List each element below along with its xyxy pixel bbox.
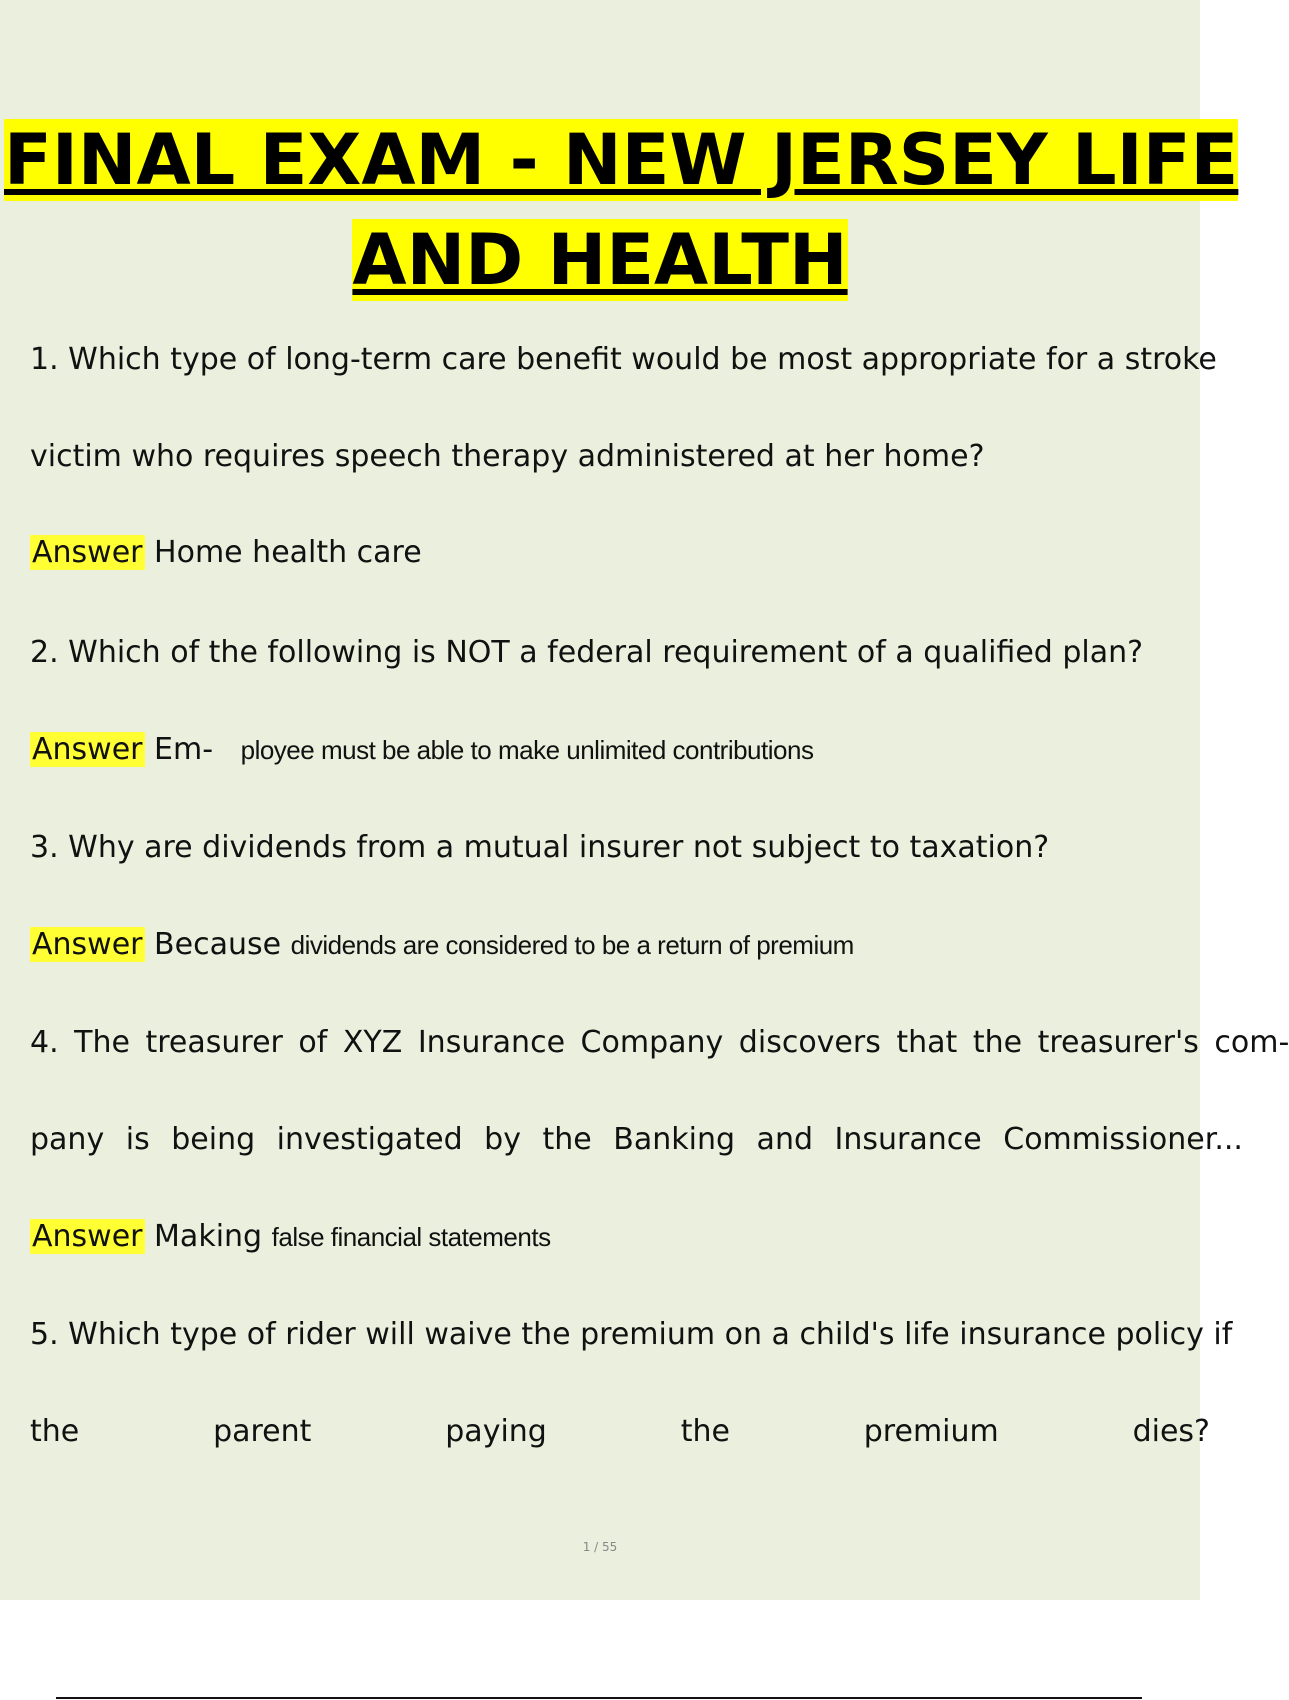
question-5-line-2 [30,1412,1210,1452]
question-5-line-1: 5. Which type of rider will waive the premium on a child's life insurance policy if [30,1317,1233,1352]
title-highlight-2: AND HEALTH [352,219,848,301]
q5-word: the [30,1414,80,1449]
answer-label: Answer [32,732,143,767]
question-4-line-2: pany is being investigated by the Banking and Insurance Commissioner... [30,1122,1243,1157]
q5-word: the [680,1414,730,1449]
question-4-line-1: 4. The treasurer of XYZ Insurance Company discovers that the treasurer's com- [30,1025,1289,1060]
answer-2-lead: Em- [154,732,214,767]
document-title-line-2 [0,215,1200,305]
answer-1-text: Home health care [154,535,422,570]
page-number: 1 / 55 [582,1540,618,1554]
answer-1 [30,533,422,573]
answer-4 [30,1217,551,1257]
answer-3-lead: Because [154,927,282,962]
q5-word: dies? [1132,1414,1210,1449]
question-1-line-2: victim who requires speech therapy administered at her home? [30,439,985,474]
q5-word: parent [213,1414,312,1449]
answer-4-rest: false financial statements [271,1222,551,1252]
answer-3 [30,925,854,965]
next-page-rule [56,1697,1142,1699]
question-3-line-1: 3. Why are dividends from a mutual insurer not subject to taxation? [30,830,1050,865]
answer-label: Answer [32,1219,143,1254]
document-title-line-1 [4,115,1239,205]
question-2-line-1: 2. Which of the following is NOT a federal requirement of a qualified plan? [30,635,1144,670]
answer-label: Answer [32,927,143,962]
title-highlight-1: FINAL EXAM - NEW JERSEY LIFE [4,119,1239,201]
answer-3-rest: dividends are considered to be a return of premium [290,930,854,960]
q5-word: premium [863,1414,999,1449]
answer-2 [30,730,813,770]
answer-4-lead: Making [154,1219,263,1254]
answer-2-rest: ployee must be able to make unlimited contributions [240,735,814,765]
answer-label: Answer [32,535,143,570]
q5-word: paying [445,1414,547,1449]
question-1-line-1: 1. Which type of long-term care benefit would be most appropriate for a stroke [30,342,1217,377]
